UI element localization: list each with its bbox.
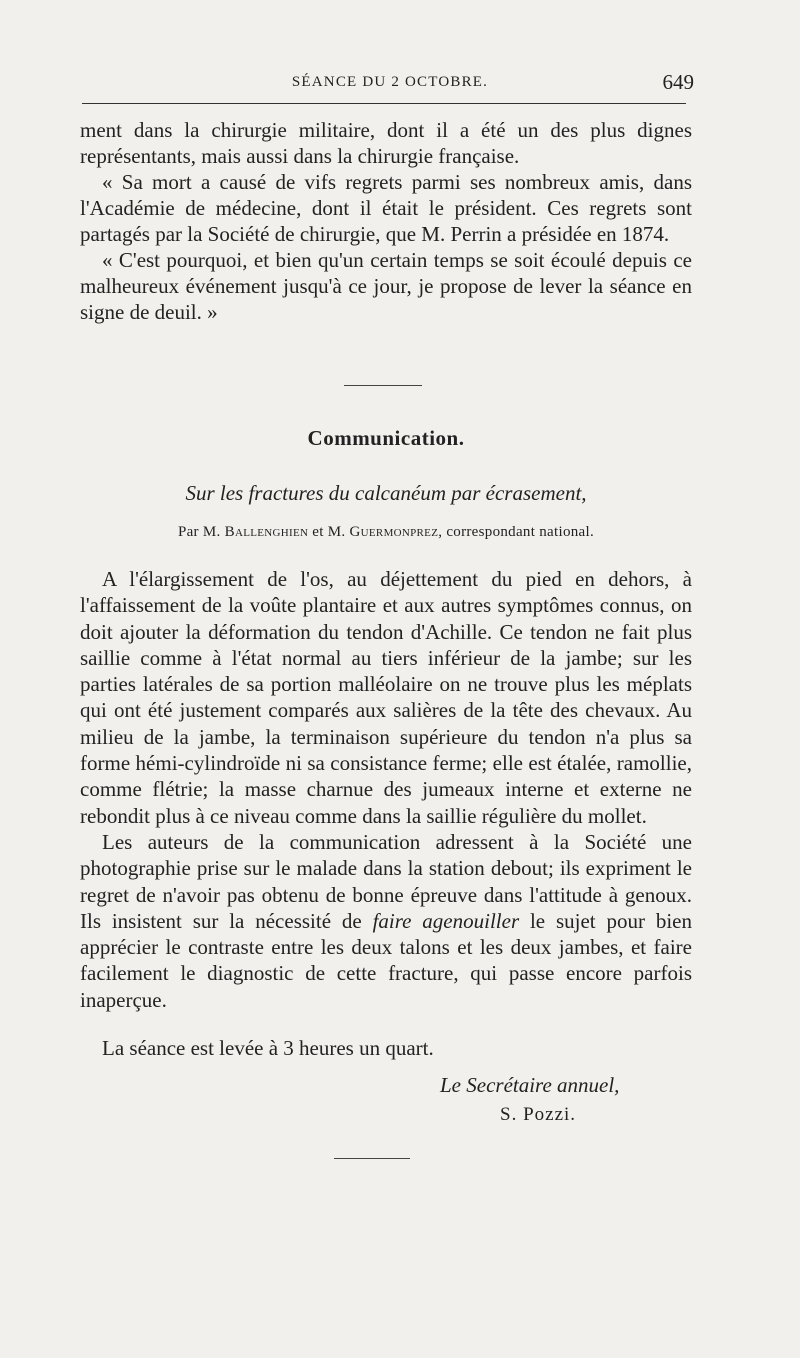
- byline-suffix: , correspondant national.: [438, 524, 595, 540]
- byline: [80, 524, 692, 541]
- section-two-text: [80, 566, 692, 1013]
- paragraph: A l'élargissement de l'os, au déjettement du pied en dehors, à l'affaissement de la voûte plantaire et aux autres symptômes connus, on doit ajouter la déformation du tendon d'Achille. Ce tendon ne fait plus saillie comme à l'état normal au tiers inférieur de la jambe; sur les parties latérales de sa portion malléolaire on ne trouve plus les méplats qui ont été justement comparés aux salières de la tête des chevaux. Au milieu de la jambe, la terminaison supérieure du tendon n'a plus sa forme hémi-cylindroïde ni sa consistance ferme; elle est étalée, ramollie, comme flétrie; la masse charnue des jumeaux interne et externe ne rebondit plus à ce niveau comme dans la saillie régulière du mollet.: [80, 567, 692, 828]
- signature-name: S. Pozzi.: [500, 1104, 577, 1125]
- section-heading: Communication.: [307, 426, 465, 450]
- running-title: SÉANCE DU 2 OCTOBRE.: [291, 74, 489, 90]
- page-number: 649: [662, 70, 694, 94]
- paragraph-text: Les auteurs de la communication adressent à la Société une photographie prise sur le malade dans la station debout; ils expriment le regret de n'avoir pas obtenu de bonne épreuve dans l'attitude à genoux. Ils insistent sur la nécessité de: [80, 829, 692, 933]
- byline-prefix: Par M.: [177, 524, 221, 540]
- closing-line: La séance est levée à 3 heures un quart.: [102, 1036, 434, 1060]
- header-rule: [82, 103, 686, 104]
- paragraph: « Sa mort a causé de vifs regrets parmi ses nombreux amis, dans l'Académie de médecine, dont il était le président. Ces regrets sont partagés par la Société de chirurgie, que M. Perrin a présidée en 1874.: [80, 170, 692, 246]
- end-divider: [334, 1158, 410, 1159]
- emphasis-text: faire agenouiller: [372, 908, 520, 933]
- paragraph: « C'est pourquoi, et bien qu'un certain temps se soit écoulé depuis ce malheureux événement jusqu'à ce jour, je propose de lever la séance en signe de deuil. »: [80, 248, 692, 324]
- signature-role: Le Secrétaire annuel,: [440, 1073, 620, 1097]
- paragraph: ment dans la chirurgie militaire, dont il a été un des plus dignes représentants, mais aussi dans la chirurgie française.: [80, 118, 692, 168]
- paragraph: [80, 829, 692, 1013]
- byline-middle: et M.: [312, 524, 346, 540]
- section-one-text: [80, 117, 692, 325]
- running-head: [80, 70, 700, 100]
- paragraph-text: le sujet pour bien apprécier le contraste entre les deux talons et les deux jambes, et faire facilement le diagnostic de cette fracture, qui passe encore parfois inaperçue.: [80, 908, 692, 1012]
- article-title: Sur les fractures du calcanéum par écrasement,: [185, 481, 587, 505]
- author-name: Guermonprez: [349, 524, 439, 540]
- section-divider: [344, 385, 422, 386]
- author-name: Ballenghien: [224, 524, 309, 540]
